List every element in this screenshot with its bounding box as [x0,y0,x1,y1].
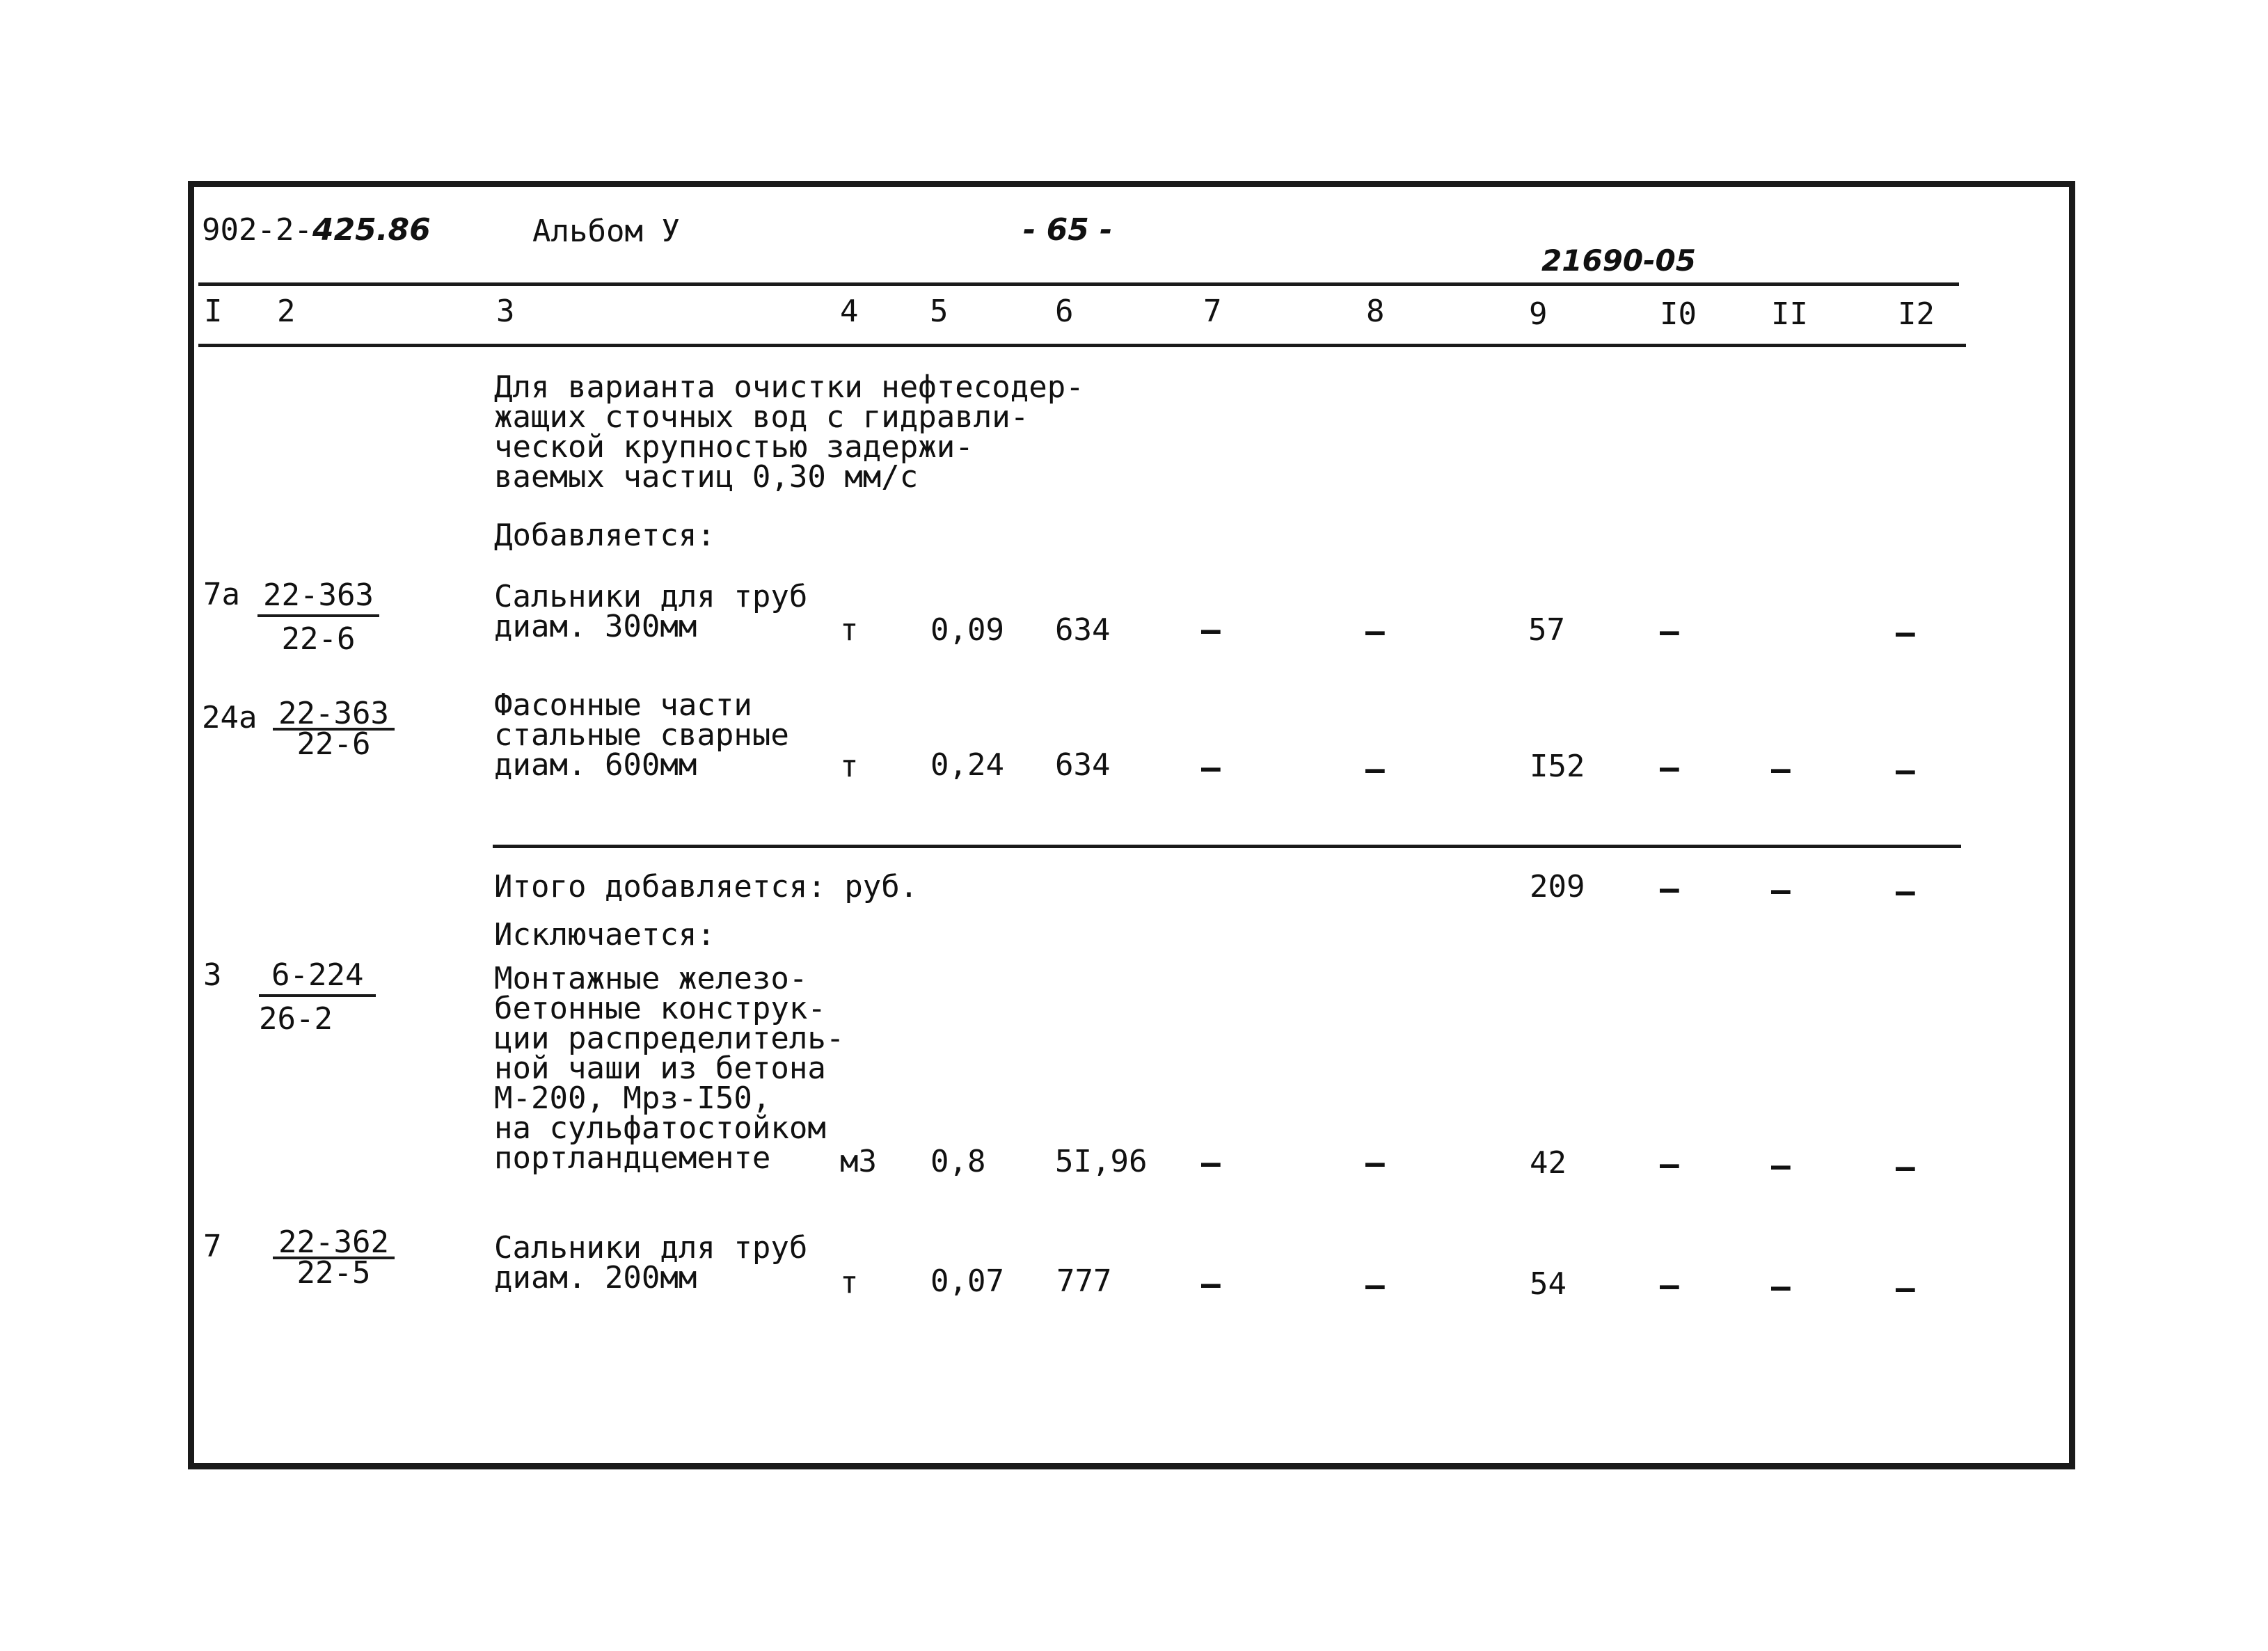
column-11-cell: – [1771,750,1791,788]
column-12-cell: – [1896,1269,1915,1307]
column-header-2: 2 [277,294,296,329]
description-line: Монтажные железо- [494,961,808,996]
code-numerator: 22-363 [273,700,395,731]
column-7-cell: – [1201,749,1221,786]
inventory-number: 21690-05 [1541,244,1696,278]
quantity-cell: 0,24 [930,747,1004,783]
unit-cell: м3 [840,1144,877,1179]
column-header-10: I0 [1660,296,1697,332]
intro-line: жащих сточных вод с гидравли- [494,399,1029,435]
description-line: ной чаши из бетона [494,1051,826,1086]
document-code [202,212,431,248]
album-label: Альбом У [532,214,680,249]
column-12-cell: – [1896,614,1915,651]
unit-price-cell: 777 [1056,1263,1112,1299]
column-9-cell: I52 [1530,749,1585,784]
item-description [494,579,808,644]
intro-line: ческой крупностью задержи- [494,429,974,465]
unit-cell: т [840,1265,859,1300]
total-rule [493,845,1961,848]
column-header-1: I [204,294,223,329]
document-code-printed: 902-2- [202,212,312,248]
column-11-cell: – [1771,1268,1791,1305]
row-number: 7а [203,577,240,612]
column-10-cell: – [1660,1266,1679,1304]
description-line: ции распределитель- [494,1021,845,1056]
column-header-6: 6 [1055,294,1074,329]
code-denominator: 22-6 [296,726,371,762]
column-8-cell: – [1365,1266,1385,1304]
column-header-8: 8 [1366,294,1385,329]
quantity-cell: 0,07 [930,1263,1004,1299]
unit-price-cell: 5I,96 [1055,1144,1148,1179]
column-11-cell: – [1771,1147,1791,1184]
description-line: диам. 600мм [494,747,697,783]
total-added-label: Итого добавляется: руб. [494,869,919,904]
code-denominator: 22-6 [281,621,356,657]
description-line: Фасонные части [494,687,752,723]
column-9-cell: 42 [1530,1145,1567,1181]
item-description [494,1230,808,1295]
row-number: 24а [202,700,257,735]
description-line: Сальники для труб [494,579,808,614]
intro-line: Для варианта очистки нефтесодер- [494,369,1084,405]
total-column-11: – [1771,871,1791,909]
excluded-label: Исключается: [494,917,715,952]
column-8-cell: – [1365,750,1385,788]
estimate-code-fraction [257,577,379,657]
unit-cell: т [840,749,859,784]
column-10-cell: – [1660,1145,1679,1183]
added-label: Добавляется: [494,518,715,553]
estimate-code-fraction [259,957,376,1037]
column-header-5: 5 [930,294,949,329]
column-header-9: 9 [1529,296,1548,332]
code-denominator: 26-2 [259,1001,333,1037]
column-10-cell: – [1660,749,1679,786]
column-9-cell: 57 [1528,612,1565,648]
code-numerator: 22-362 [273,1229,395,1259]
row-number: 3 [203,957,222,993]
header-rule-top [198,282,1959,286]
description-line: на сульфатостойком [494,1110,826,1146]
column-9-cell: 54 [1530,1266,1567,1302]
total-column-12: – [1896,872,1915,910]
code-denominator: 22-5 [296,1255,371,1291]
header-rule-bottom [198,344,1966,347]
unit-price-cell: 634 [1055,612,1111,648]
intro-text [494,369,1084,495]
column-header-11: II [1771,296,1808,332]
row-number: 7 [203,1229,222,1264]
column-10-cell: – [1660,612,1679,650]
item-description [494,687,789,783]
column-7-cell: – [1201,1144,1221,1181]
description-line: диам. 200мм [494,1260,697,1295]
page-number: - 65 - [1023,212,1113,248]
intro-line: ваемых частиц 0,30 мм/с [494,459,919,495]
column-12-cell: – [1896,751,1915,789]
estimate-code-fraction [273,1225,395,1291]
description-line: Сальники для труб [494,1230,808,1266]
quantity-cell: 0,8 [930,1144,986,1179]
column-header-12: I2 [1898,296,1935,332]
total-column-9: 209 [1530,869,1585,904]
page-frame [188,181,2075,1469]
unit-cell: т [840,612,859,648]
column-7-cell: – [1201,611,1221,648]
description-line: М-200, Мрз-I50, [494,1080,771,1116]
unit-price-cell: 634 [1055,747,1111,783]
estimate-code-fraction [273,696,395,762]
document-code-handwritten: 425.86 [312,212,431,248]
quantity-cell: 0,09 [930,612,1004,648]
column-header-7: 7 [1203,294,1222,329]
code-numerator: 6-224 [259,957,376,997]
description-line: стальные сварные [494,717,789,753]
description-line: портландцементе [494,1140,771,1176]
column-8-cell: – [1365,612,1385,650]
description-line: диам. 300мм [494,609,697,644]
column-12-cell: – [1896,1148,1915,1186]
column-header-3: 3 [496,294,515,329]
total-column-10: – [1660,870,1679,907]
code-numerator: 22-363 [257,577,379,617]
column-header-4: 4 [840,294,859,329]
column-8-cell: – [1365,1144,1385,1181]
description-line: бетонные конструк- [494,991,826,1026]
item-description [494,961,845,1176]
column-7-cell: – [1201,1265,1221,1302]
